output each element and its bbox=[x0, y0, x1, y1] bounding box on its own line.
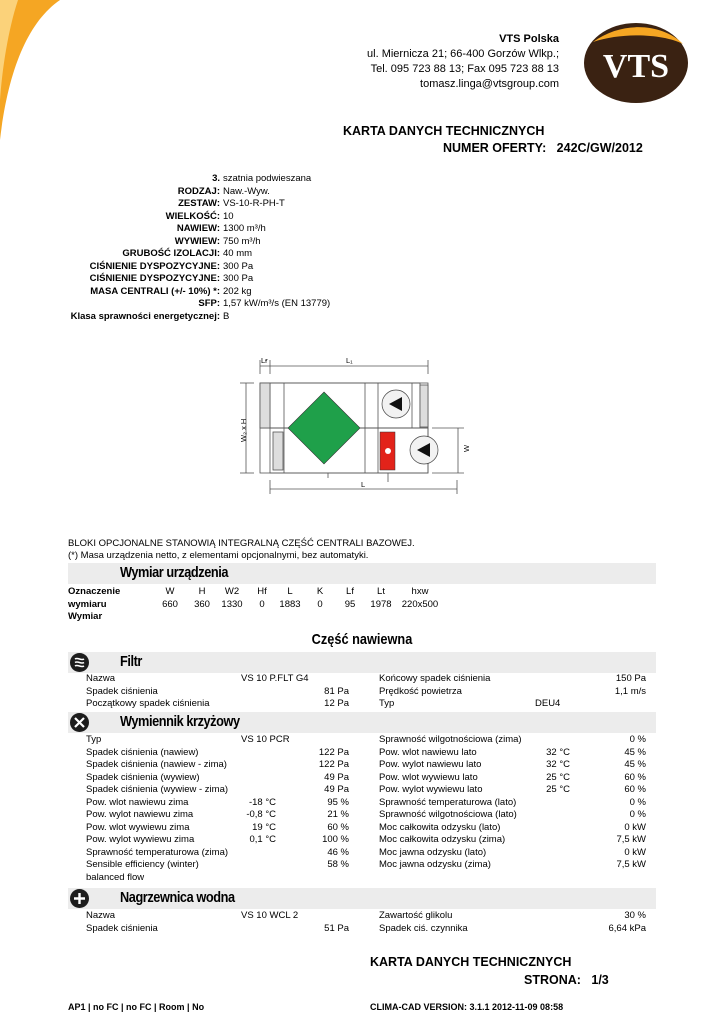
dim-l: L bbox=[361, 480, 366, 489]
dims-header: L bbox=[287, 586, 293, 597]
dim-lf: Lғ bbox=[261, 356, 268, 365]
spec-key: ZESTAW: bbox=[178, 198, 220, 209]
hx-left-label: Spadek ciśnienia (wywiew) bbox=[86, 771, 200, 783]
spec-value: 1300 m³/h bbox=[223, 223, 266, 234]
spec-row bbox=[0, 286, 330, 299]
filter-bar bbox=[68, 652, 656, 673]
hx-right-label: Pow. wylot nawiewu lato bbox=[379, 759, 482, 770]
hx-right-label: Pow. wlot nawiewu lato bbox=[379, 746, 477, 758]
hx-right-mid: 32 °C bbox=[546, 759, 570, 770]
spec-row bbox=[0, 186, 330, 199]
hx-left-mid: 19 °C bbox=[252, 821, 276, 833]
dims-value: 360 bbox=[194, 598, 210, 610]
filter-left-label: Nazwa bbox=[86, 673, 116, 684]
filter-right-mid: DEU4 bbox=[535, 698, 561, 709]
spec-row bbox=[0, 173, 330, 186]
hx-right-value: 0 kW bbox=[624, 821, 646, 833]
section-supply: Część nawiewna bbox=[311, 631, 413, 648]
dims-label-1: Oznaczenie bbox=[68, 586, 121, 597]
hx-right-value: 0 % bbox=[629, 809, 646, 820]
spec-value: szatnia podwieszana bbox=[223, 173, 312, 184]
heater-right-label: Spadek ciś. czynnika bbox=[379, 922, 468, 934]
dims-value: 1978 bbox=[370, 598, 392, 610]
unit-drawing bbox=[228, 352, 478, 497]
corner-swoosh bbox=[0, 0, 110, 140]
hx-left-value: 46 % bbox=[327, 846, 349, 858]
hx-left-mid: 0,1 °C bbox=[249, 834, 276, 845]
spec-value: VS-10-R-PH-T bbox=[223, 198, 285, 209]
hx-left-value: 21 % bbox=[327, 809, 349, 820]
hx-right-label: Moc jawna odzysku (lato) bbox=[379, 846, 487, 858]
spec-value: 750 m³/h bbox=[223, 235, 261, 247]
plus-icon bbox=[70, 889, 89, 908]
spec-row bbox=[0, 311, 330, 324]
dims-bar bbox=[68, 563, 656, 584]
page-value: 1/3 bbox=[591, 973, 609, 987]
dims-header: Lf bbox=[346, 586, 354, 597]
heater-bar bbox=[68, 888, 656, 909]
heater-bar-label: Nagrzewnica wodna bbox=[120, 889, 235, 906]
page-title: KARTA DANYCH TECHNICZNYCH bbox=[370, 955, 572, 969]
dims-value: 220x500 bbox=[401, 598, 439, 610]
filter-left-mid: VS 10 P.FLT G4 bbox=[241, 673, 309, 684]
hx-left-value: 49 Pa bbox=[324, 784, 349, 795]
company-name: VTS Polska bbox=[499, 33, 559, 45]
spec-value: 1,57 kW/m³/s (EN 13779) bbox=[223, 298, 331, 309]
doc-title: KARTA DANYCH TECHNICZNYCH bbox=[343, 124, 545, 138]
hx-right-value: 7,5 kW bbox=[616, 834, 646, 845]
filter-right-label: Końcowy spadek ciśnienia bbox=[379, 673, 491, 684]
hx-left-mid: -0,8 °C bbox=[246, 809, 276, 820]
hx-right-label: Moc całkowita odzysku (lato) bbox=[379, 821, 501, 833]
hx-left-label: balanced flow bbox=[86, 871, 145, 883]
spec-key: MASA CENTRALI (+/- 10%) *: bbox=[90, 285, 220, 297]
hx-left-value: 58 % bbox=[327, 859, 349, 870]
hx-right-mid: 25 °C bbox=[546, 771, 570, 783]
hx-left-label: Spadek ciśnienia (wywiew - zima) bbox=[86, 784, 229, 795]
hx-left-label: Spadek ciśnienia (nawiew - zima) bbox=[86, 759, 227, 770]
filter-left-value: 81 Pa bbox=[324, 685, 349, 697]
logo-text: VTS bbox=[602, 48, 670, 85]
hx-right-label: Pow. wlot wywiewu lato bbox=[379, 771, 478, 783]
dims-header: H bbox=[198, 586, 206, 597]
hx-left-label: Typ bbox=[86, 734, 102, 745]
spec-key: SFP: bbox=[198, 298, 220, 309]
dim-l1: L₁ bbox=[346, 356, 353, 365]
dims-value: 0 bbox=[259, 598, 265, 610]
filter-left-value: 12 Pa bbox=[324, 698, 349, 709]
dim-w: W bbox=[462, 444, 471, 452]
company-address: ul. Miernicza 21; 66-400 Gorzów Wlkp.; bbox=[367, 48, 559, 60]
fan-bottom bbox=[410, 436, 438, 464]
spec-row bbox=[0, 223, 330, 236]
hx-right-label: Moc całkowita odzysku (zima) bbox=[379, 834, 506, 845]
heater-left-mid: VS 10 WCL 2 bbox=[241, 910, 299, 921]
dims-header: Lt bbox=[377, 586, 385, 597]
filter-right-value: 1,1 m/s bbox=[614, 685, 646, 697]
spec-list bbox=[0, 173, 330, 323]
spec-key: WYWIEW: bbox=[174, 235, 220, 247]
spec-key: RODZAJ: bbox=[177, 185, 220, 197]
offer-label: NUMER OFERTY: bbox=[443, 141, 547, 155]
hx-right-value: 0 % bbox=[629, 796, 646, 808]
spec-key: Klasa sprawności energetycznej: bbox=[70, 310, 220, 322]
dims-header: W bbox=[165, 586, 175, 597]
filter-left-label: Początkowy spadek ciśnienia bbox=[86, 698, 210, 709]
page-number bbox=[524, 973, 609, 987]
spec-key: WIELKOŚĆ: bbox=[165, 210, 220, 222]
spec-row bbox=[0, 198, 330, 211]
heater-left-value: 51 Pa bbox=[324, 922, 349, 934]
dims-table bbox=[68, 586, 656, 626]
company-email: tomasz.linga@vtsgroup.com bbox=[420, 78, 559, 90]
hx-right-label: Sprawność temperaturowa (lato) bbox=[379, 796, 517, 808]
offer-number bbox=[443, 141, 643, 155]
heater-right-label: Zawartość glikolu bbox=[379, 910, 453, 921]
spec-key: 3. bbox=[212, 173, 220, 184]
heater-left-label: Spadek ciśnienia bbox=[86, 922, 158, 934]
hx-right-value: 60 % bbox=[624, 784, 646, 795]
spec-row bbox=[0, 211, 330, 224]
spec-key: NAWIEW: bbox=[176, 223, 220, 234]
hx-left-value: 49 Pa bbox=[324, 771, 349, 783]
company-phone: Tel. 095 723 88 13; Fax 095 723 88 13 bbox=[370, 63, 559, 75]
footer-right: CLIMA-CAD VERSION: 3.1.1 2012-11-09 08:58 bbox=[370, 1002, 564, 1012]
spec-key: GRUBOŚĆ IZOLACJI: bbox=[122, 248, 220, 259]
hx-right-label: Sprawność wilgotnościowa (lato) bbox=[379, 809, 517, 820]
hx-right-mid: 25 °C bbox=[546, 784, 570, 795]
hx-right-value: 0 % bbox=[629, 734, 646, 745]
hx-left-value: 122 Pa bbox=[318, 746, 349, 758]
spec-value: 300 Pa bbox=[223, 260, 254, 272]
hx-left-label: Sensible efficiency (winter) bbox=[86, 859, 199, 870]
heater-right-value: 6,64 kPa bbox=[608, 922, 646, 934]
hx-left-value: 60 % bbox=[327, 821, 349, 833]
filter-left-label: Spadek ciśnienia bbox=[86, 685, 158, 697]
dims-value: 1883 bbox=[279, 598, 301, 610]
dim-w2h: W₂ x H bbox=[239, 418, 248, 442]
fan-top bbox=[382, 390, 410, 418]
filter-icon bbox=[70, 653, 89, 672]
dims-header: Hf bbox=[257, 586, 267, 597]
filter-bar-label: Filtr bbox=[120, 653, 142, 670]
hx-bar bbox=[68, 712, 656, 733]
hx-right-mid: 32 °C bbox=[546, 746, 570, 758]
hx-left-label: Pow. wylot wywiewu zima bbox=[86, 834, 195, 845]
hx-bar-label: Wymiennik krzyżowy bbox=[120, 713, 240, 730]
hx-left-label: Pow. wlot nawiewu zima bbox=[86, 796, 189, 808]
filter-right-label: Typ bbox=[379, 698, 395, 709]
spec-row bbox=[0, 298, 330, 311]
spec-key: CIŚNIENIE DYSPOZYCYJNE: bbox=[89, 260, 220, 272]
spec-value: 300 Pa bbox=[223, 273, 254, 284]
hx-left-value: 122 Pa bbox=[318, 759, 349, 770]
dims-label-3: Wymiar bbox=[68, 611, 103, 622]
hx-left-value: 100 % bbox=[322, 834, 349, 845]
spec-row bbox=[0, 261, 330, 274]
note-optional-blocks: BLOKI OPCJONALNE STANOWIĄ INTEGRALNĄ CZĘŚĆ CENTRALI BAZOWEJ. bbox=[68, 538, 415, 549]
spec-value: 10 bbox=[223, 210, 234, 222]
hx-left-label: Sprawność temperaturowa (zima) bbox=[86, 846, 229, 858]
spec-row bbox=[0, 236, 330, 249]
hx-right-label: Sprawność wilgotnościowa (zima) bbox=[379, 734, 522, 745]
hx-right-value: 45 % bbox=[624, 746, 646, 758]
hx-left-value: 95 % bbox=[327, 796, 349, 808]
spec-key: CIŚNIENIE DYSPOZYCYJNE: bbox=[89, 273, 220, 284]
spec-row bbox=[0, 248, 330, 261]
filter-right-value: 150 Pa bbox=[615, 673, 646, 684]
dims-value: 660 bbox=[162, 598, 178, 610]
hx-right-label: Moc jawna odzysku (zima) bbox=[379, 859, 491, 870]
footer-left: AP1 | no FC | no FC | Room | No bbox=[68, 1002, 205, 1012]
dims-value: 0 bbox=[317, 598, 323, 610]
dims-value: 95 bbox=[344, 598, 356, 610]
heater-right-value: 30 % bbox=[624, 910, 646, 921]
note-mass: (*) Masa urządzenia netto, z elementami opcjonalnymi, bez automatyki. bbox=[68, 550, 369, 561]
dims-value: 1330 bbox=[221, 598, 243, 610]
hx-right-value: 0 kW bbox=[624, 846, 646, 858]
dims-header: K bbox=[316, 586, 324, 597]
hx-left-mid: VS 10 PCR bbox=[241, 734, 290, 745]
offer-value: 242C/GW/2012 bbox=[556, 141, 643, 155]
exchanger-icon bbox=[70, 713, 89, 732]
filter-right-label: Prędkość powietrza bbox=[379, 685, 462, 697]
hx-right-value: 45 % bbox=[624, 759, 646, 770]
dims-header: hxw bbox=[411, 586, 429, 597]
company-header bbox=[367, 32, 559, 92]
page-label: STRONA: bbox=[524, 973, 581, 987]
spec-value: 202 kg bbox=[223, 285, 252, 297]
dims-header: W2 bbox=[224, 586, 240, 597]
dims-label-2: wymiaru bbox=[68, 598, 107, 610]
hx-right-value: 7,5 kW bbox=[616, 859, 646, 870]
spec-value: 40 mm bbox=[223, 248, 253, 259]
spec-value: B bbox=[223, 310, 230, 322]
dims-bar-label: Wymiar urządzenia bbox=[120, 564, 229, 581]
exchanger-diamond bbox=[288, 392, 360, 464]
hx-left-mid: -18 °C bbox=[248, 796, 276, 808]
hx-right-label: Pow. wylot wywiewu lato bbox=[379, 784, 483, 795]
heater-left-label: Nazwa bbox=[86, 910, 116, 921]
spec-value: Naw.-Wyw. bbox=[223, 185, 270, 197]
hx-left-label: Pow. wlot wywiewu zima bbox=[86, 821, 190, 833]
hx-right-value: 60 % bbox=[624, 771, 646, 783]
spec-row bbox=[0, 273, 330, 286]
vts-logo bbox=[583, 22, 689, 104]
hx-left-label: Spadek ciśnienia (nawiew) bbox=[86, 746, 199, 758]
hx-left-label: Pow. wylot nawiewu zima bbox=[86, 809, 194, 820]
